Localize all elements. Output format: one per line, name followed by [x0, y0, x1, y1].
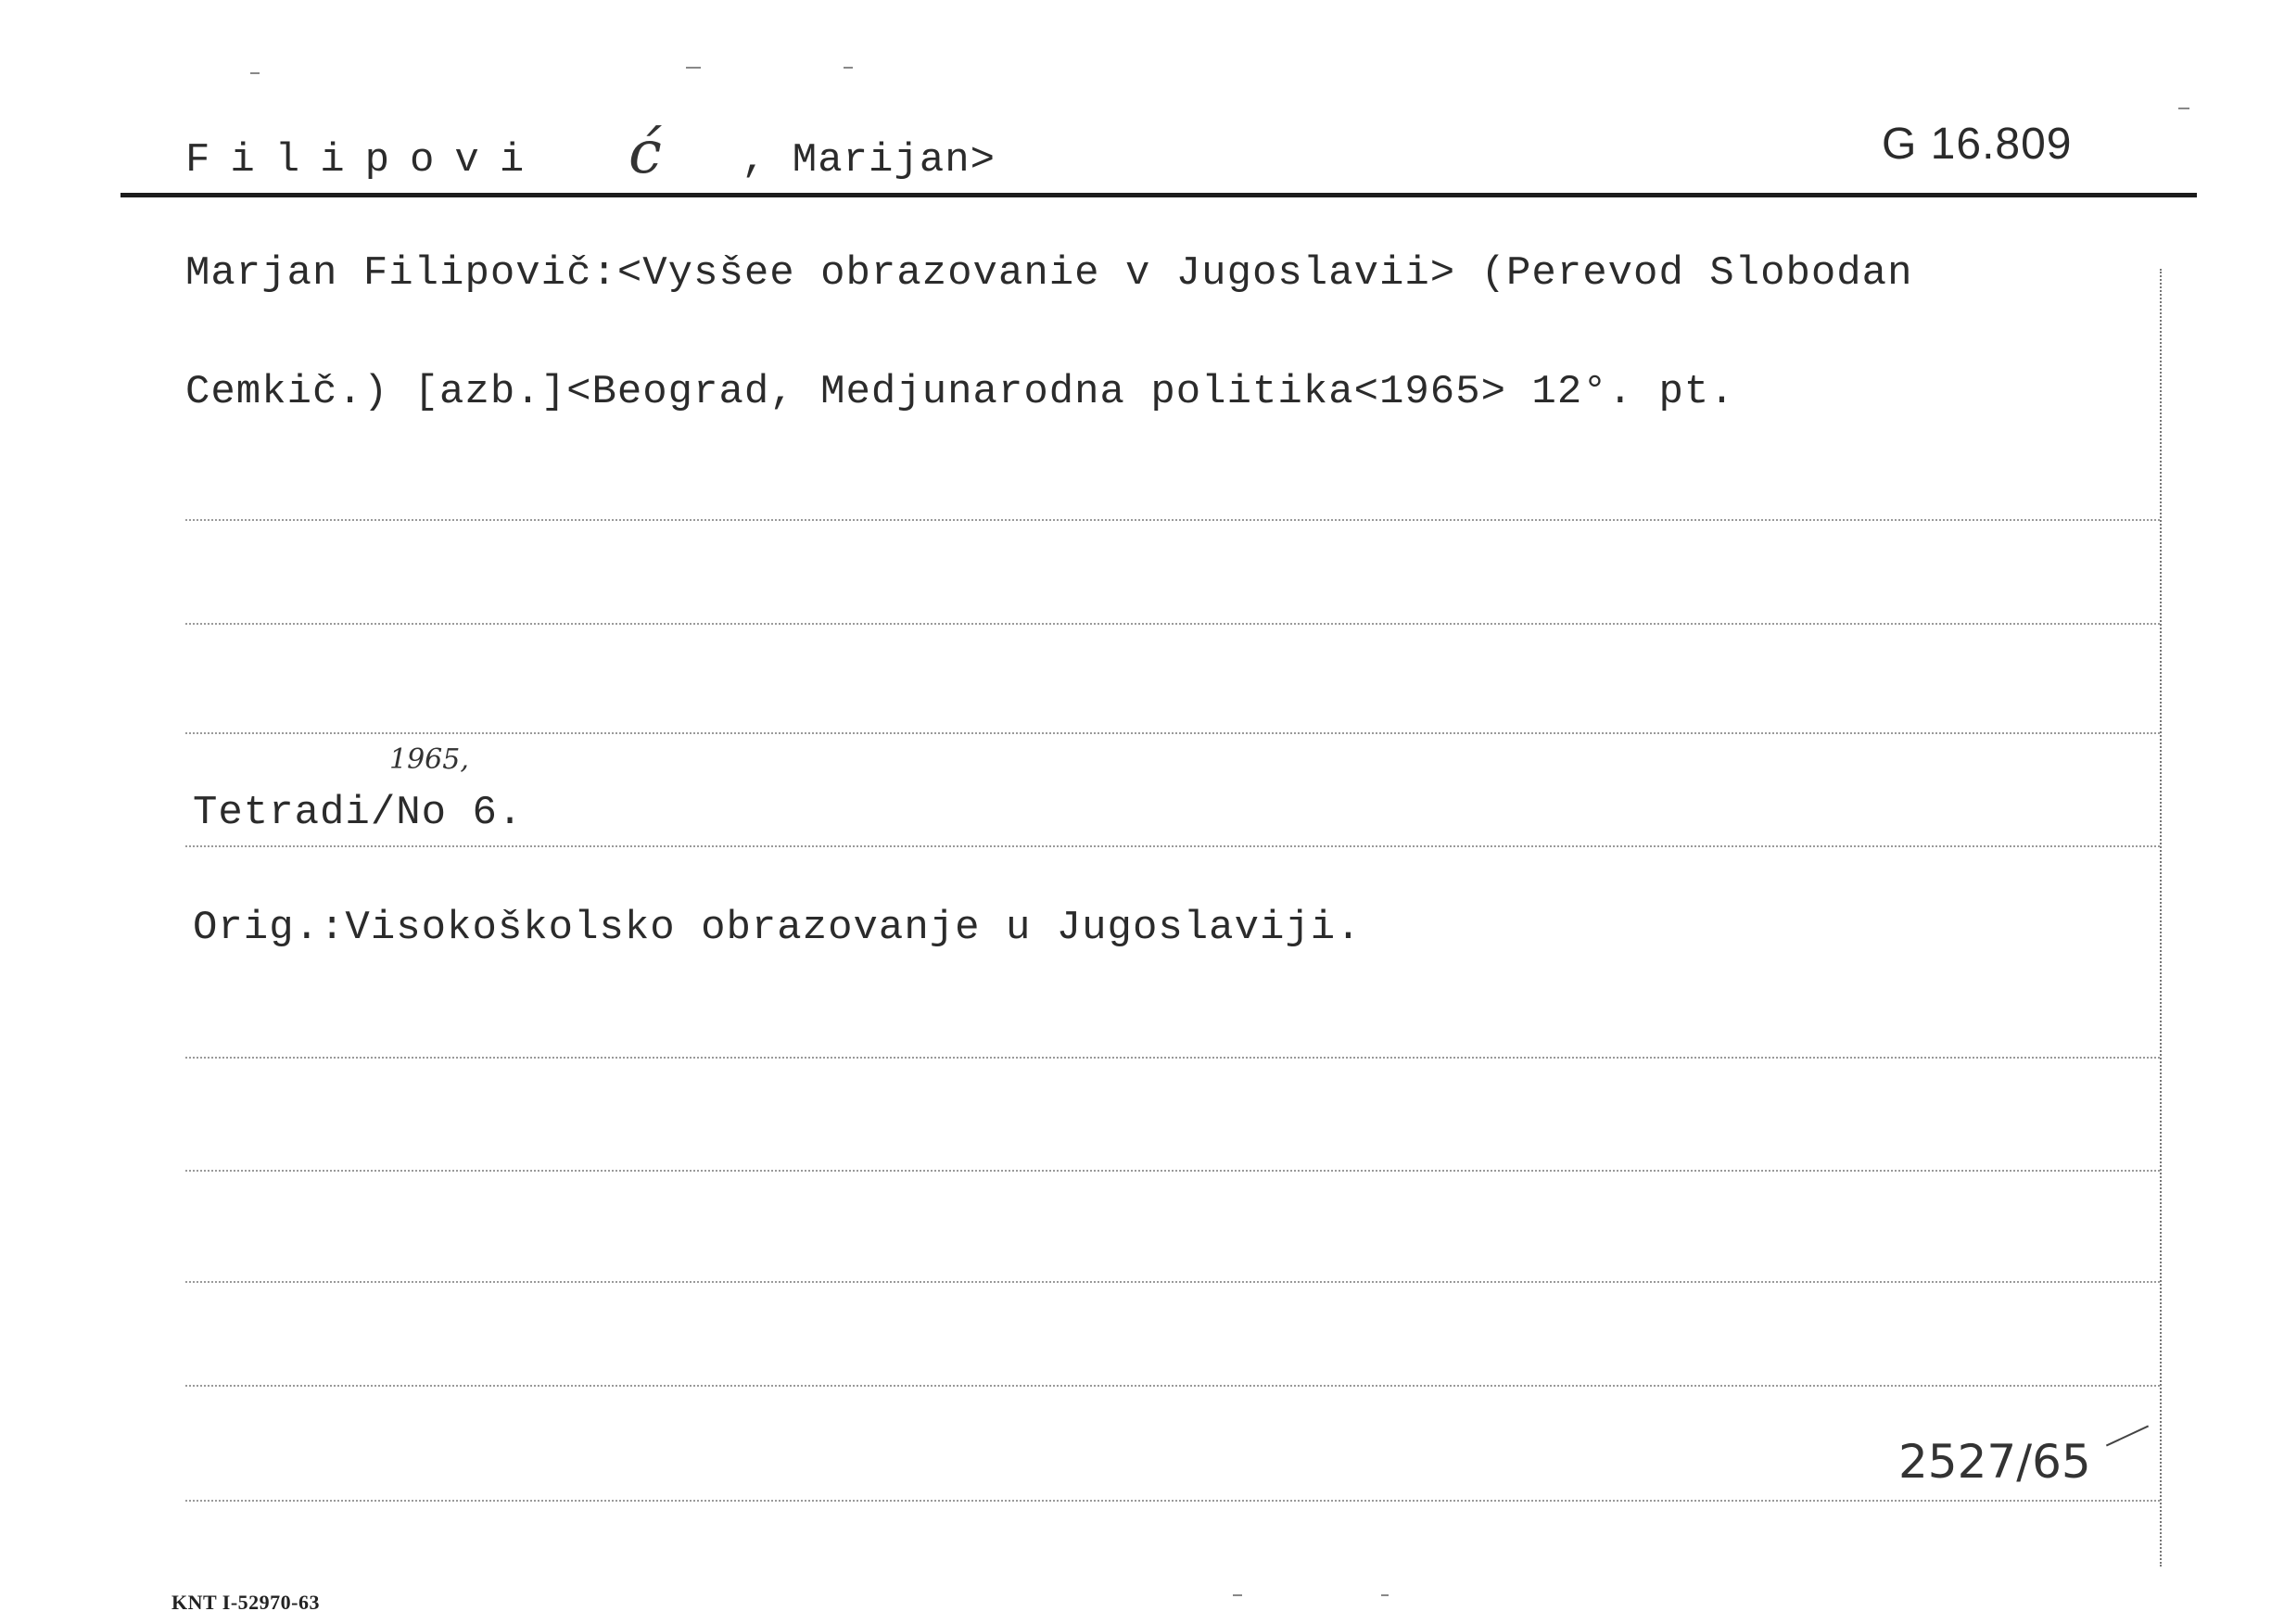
paper-speck	[844, 67, 853, 69]
paper-speck	[686, 67, 701, 69]
ruled-line	[185, 519, 2160, 521]
paper-speck	[2178, 108, 2189, 109]
series-note: Tetradi/No 6.	[193, 790, 524, 836]
accession-mark	[2106, 1426, 2149, 1447]
ruled-line	[185, 845, 2160, 847]
heading-rule	[121, 193, 2197, 197]
card-printer-code: KNT I-52970-63	[171, 1591, 320, 1614]
ruled-line	[185, 1057, 2160, 1059]
author-given-name: , Marijan>	[742, 137, 996, 184]
ruled-line	[185, 1500, 2160, 1502]
ruled-line	[185, 1170, 2160, 1172]
paper-speck	[1381, 1594, 1389, 1596]
entry-line-1: Marjan Filipovič:<Vysšee obrazovanie v Jugoslavii> (Perevod Slobodan	[185, 250, 1913, 297]
paper-speck	[250, 72, 260, 74]
call-number: G 16.809	[1882, 120, 2073, 169]
ruled-line	[185, 1385, 2160, 1387]
author-surname: Filipovi	[185, 137, 545, 184]
ruled-line	[185, 732, 2160, 734]
surname-handwritten-diacritic: ć	[628, 119, 662, 187]
original-title-note: Orig.:Visokoškolsko obrazovanje u Jugoslaviji.	[193, 905, 1362, 951]
entry-line-2: Cemkič.) [azb.]<Beograd, Medjunarodna politika<1965> 12°. pt.	[185, 369, 1735, 415]
paper-speck	[1233, 1594, 1242, 1596]
ruled-line	[185, 623, 2160, 625]
card-edge-rule	[2160, 269, 2162, 1567]
ruled-line	[185, 1281, 2160, 1283]
handwritten-year-annotation: 1965,	[389, 743, 469, 776]
accession-number: 2527/65	[1898, 1435, 2091, 1489]
